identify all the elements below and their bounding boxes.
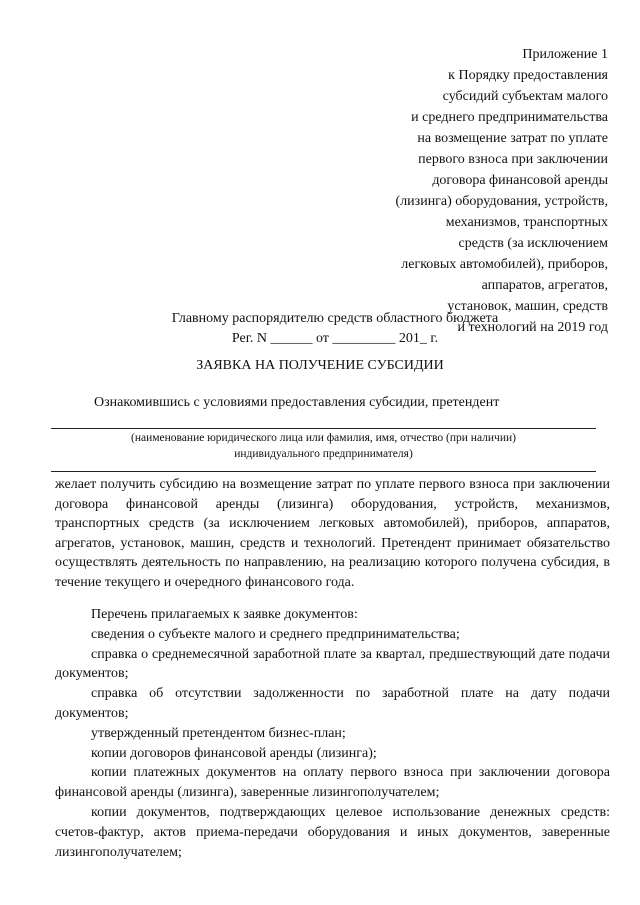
document-item: справка об отсутствии задолженности по заработной плате на дату подачи документов; xyxy=(55,686,610,721)
appendix-line: Приложение 1 xyxy=(522,47,608,62)
recipient-block xyxy=(150,309,520,349)
caption-line: индивидуального предпринимателя) xyxy=(234,448,413,460)
appendix-line: договора финансовой аренды xyxy=(432,173,608,188)
caption-line: (наименование юридического лица или фамилия, имя, отчество (при наличии) xyxy=(131,432,516,444)
appendix-line: субсидий субъектам малого xyxy=(442,89,608,104)
registration-line: Рег. N ______ от _________ 201_ г. xyxy=(231,331,439,346)
applicant-caption xyxy=(51,430,596,462)
document-item: утвержденный претендентом бизнес-план; xyxy=(91,725,346,741)
document-item: сведения о субъекте малого и среднего предпринимательства; xyxy=(91,626,460,642)
documents-heading: Перечень прилагаемых к заявке документов: xyxy=(91,607,358,622)
document-item: копии документов, подтверждающих целевое использование денежных средств: счетов-фактур, актов приема-передачи оборудования и иных документов, заверенные лизингополучателем; xyxy=(55,804,610,860)
appendix-line: механизмов, транспортных xyxy=(445,215,608,230)
intro-line: Ознакомившись с условиями предоставления субсидии, претендент xyxy=(94,395,500,410)
appendix-line: на возмещение затрат по уплате xyxy=(417,131,608,146)
application-paragraph: желает получить субсидию на возмещение затрат по уплате первого взноса при заключении договора финансовой аренды (лизинга) оборудования, устройств, механизмов, транспортных средств (за исключением легковых автомобилей), приборов, аппаратов, агрегатов, установок, машин, средств и технологий. Претендент принимает обязательство осуществлять деятельность по направлению, на реализацию которого получена субсидия, в течение текущего и очередного финансового года. xyxy=(55,477,610,590)
document-title: ЗАЯВКА НА ПОЛУЧЕНИЕ СУБСИДИИ xyxy=(196,358,444,373)
applicant-name-line-2 xyxy=(51,471,596,472)
appendix-line: и среднего предпринимательства xyxy=(411,110,608,125)
documents-list xyxy=(55,605,610,862)
document-item: копии платежных документов на оплату первого взноса при заключении договора финансовой аренды (лизинга), заверенные лизингополучателем; xyxy=(55,765,610,801)
appendix-line: (лизинга) оборудования, устройств, xyxy=(395,194,608,209)
appendix-line: средств (за исключением xyxy=(458,236,608,251)
applicant-name-line xyxy=(51,428,596,429)
appendix-line: к Порядку предоставления xyxy=(448,68,608,83)
document-item: справка о среднемесячной заработной плате за квартал, предшествующий дате подачи документов; xyxy=(55,646,610,682)
appendix-line: установок, машин, средств xyxy=(447,299,608,314)
document-item: копии договоров финансовой аренды (лизинга); xyxy=(91,745,377,761)
appendix-line: аппаратов, агрегатов, xyxy=(481,278,608,293)
appendix-line: и технологий на 2019 год xyxy=(457,320,608,335)
appendix-header xyxy=(308,44,608,338)
appendix-line: легковых автомобилей), приборов, xyxy=(401,257,608,272)
appendix-line: первого взноса при заключении xyxy=(418,152,608,167)
recipient-line: Главному распорядителю средств областного бюджета xyxy=(171,311,499,326)
